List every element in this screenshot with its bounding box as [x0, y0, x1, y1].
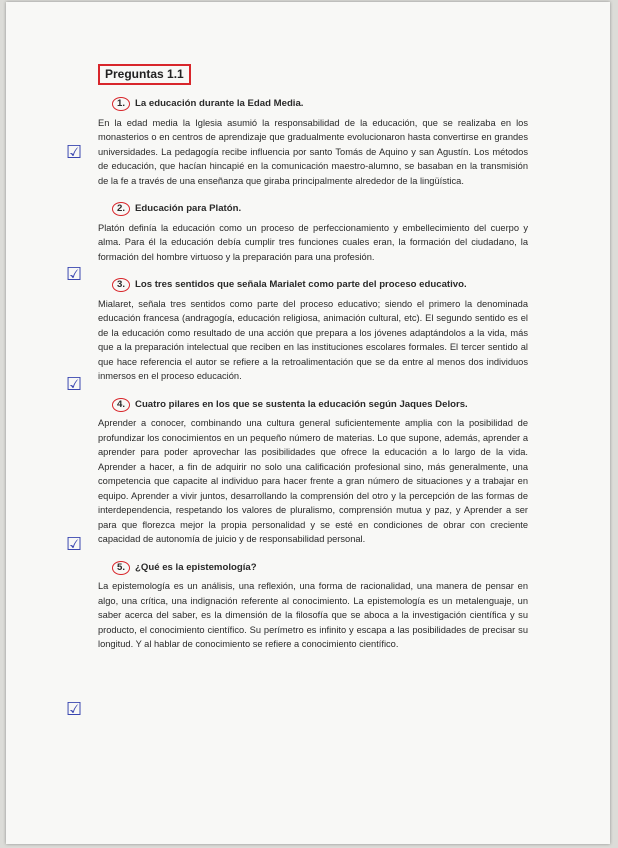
question-text: Los tres sentidos que señala Marialet como parte del proceso educativo.	[135, 279, 467, 290]
answer-paragraph-5: La epistemología es un análisis, una reflexión, una forma de racionalidad, una manera de pensar en algo, una crítica, una indignación referente al conocimiento. La epistemología es un metalenguaje, un saber acerca del saber, es la dimensión de la filosofía que se aboca a la investigación científica y su producto, el conocimiento científico. Su perímetro es infinito y escapa a las posibilidades de precisar su longitud. Y al hablar de conocimiento se refiere a conocimiento científico.	[98, 581, 528, 649]
question-text: Educación para Platón.	[135, 203, 242, 214]
question-number: 1.	[112, 97, 130, 111]
page-title: Preguntas 1.1	[98, 64, 191, 85]
check-mark-1: ☑	[66, 142, 83, 163]
question-heading-1	[98, 97, 528, 112]
answer-paragraph-2: Platón definía la educación como un proceso de perfeccionamiento y embellecimiento del cuerpo y alma. Para él la educación debía cumplir tres funciones cuales eran, la formación del ciudadano, la formación del hombre virtuoso y la preparación para una profesión.	[98, 222, 528, 262]
question-text: Cuatro pilares en los que se sustenta la educación según Jaques Delors.	[135, 398, 468, 410]
question-heading-5	[98, 561, 528, 576]
document-body	[98, 64, 528, 666]
question-number: 2.	[112, 202, 130, 216]
check-mark-3: ☑	[66, 374, 83, 395]
answer-paragraph-4: Aprender a conocer, combinando una cultura general suficientemente amplia con la posibilidad de profundizar los conocimientos en un pequeño número de materias. Lo que supone, además, aprender a aprender para poder aprovechar las posibilidades que ofrece la educación a lo largo de la vida. Aprender a hacer, a fin de adquirir no solo una calificación profesional sino, más generalmente, una competencia que capacite al individuo para hacer frente a gran número de situaciones y a trabajar en equipo. Aprender a vivir juntos, desarrollando la comprensión del otro y la percepción de las formas de interdependencia, respetando los valores de pluralismo, comprensión mutua y paz, y Aprender a ser para que florezca mejor la propia personalidad y se esté en condiciones de obrar con creciente capacidad de autonomía de juicio y de responsabilidad personal.	[98, 418, 528, 544]
question-heading-2	[98, 202, 528, 217]
check-mark-5: ☑	[66, 699, 83, 720]
check-mark-4: ☑	[66, 534, 83, 555]
check-mark-2: ☑	[66, 264, 83, 285]
question-number: 3.	[112, 278, 130, 292]
question-text: ¿Qué es la epistemología?	[135, 561, 257, 573]
answer-paragraph-1: En la edad media la Iglesia asumió la responsabilidad de la educación, que se realizaba en los monasterios o en centros de aprendizaje que gradualmente evolucionaron hasta convertirse en grandes universidades. La pedagogía recibe influencia por santo Tomás de Aquino y san Agustín. Los métodos de educación, que hacían hincapié en la comunicación maestro-alumno, se basaban en la transmisión de la fe a través de una enseñanza que giraba principalmente alrededor de la lingüística.	[98, 117, 528, 186]
question-heading-4	[98, 398, 528, 413]
answer-paragraph-3: Mialaret, señala tres sentidos como parte del proceso educativo; siendo el primero la denominada educación francesa (andragogía, educación religiosa, animación cultural, etc). El segundo sentido es el de la educación como resultado de una acción que prepara a los jóvenes adaptándolos a la vida, más que a la preparación intelectual que reciben en las instituciones escolares formales. El tercer sentido al que hace referencia el autor se refiere a la retroalimentación que se da entre al menos dos individuos inmersos en el proceso educación.	[98, 298, 528, 381]
question-number: 5.	[112, 561, 130, 575]
question-number: 4.	[112, 398, 130, 412]
paper-sheet	[6, 2, 610, 844]
question-text: La educación durante la Edad Media.	[135, 98, 304, 109]
question-heading-3	[98, 278, 528, 293]
